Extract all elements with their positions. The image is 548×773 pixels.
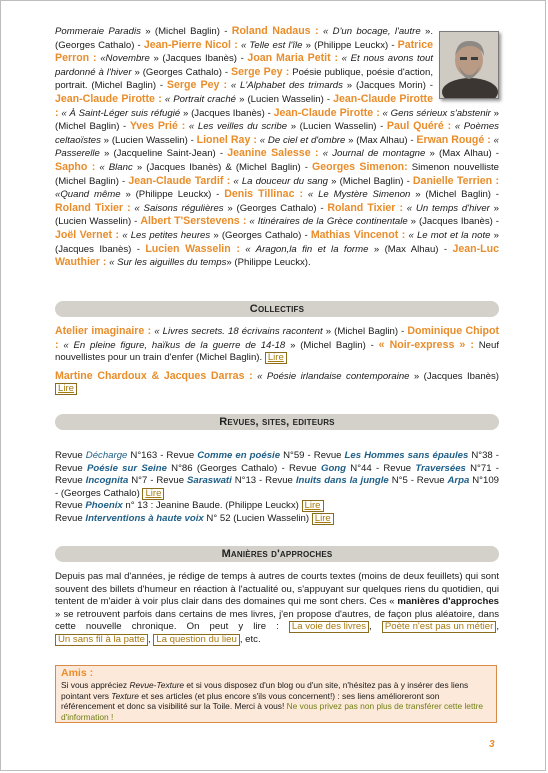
reviewer: » (Jacques Ibanès) - [407,216,499,228]
reviewer: » (Georges Cathalo) - [223,202,328,214]
revue-title: Incognita [85,475,129,487]
reviewer: » (Jacques Ibanès) - [180,107,274,119]
revue-title: Interventions à haute voix [85,512,204,524]
page-number: 3 [489,739,495,750]
reviewer: » (Philippe Leuckx) - [120,189,225,201]
emphasis: manières d'approches [397,596,499,608]
label: Revue [55,512,86,524]
title: « Et nous avons tout pardonné à l'hiver [55,53,433,78]
collective-name: Atelier imaginaire : [55,325,152,337]
title: « La douceur du sang [230,175,329,187]
reviewer: » (Philippe Leuckx). [226,257,311,269]
author-name: Erwan Rougé : [416,133,491,146]
revue-issue: N°109 - (Georges Cathalo) [55,475,500,499]
description: Neuf nouvellistes pour un train d'enfer (Michel Baglin). [55,339,500,364]
title: « Livres secrets. 18 écrivains racontent [151,326,323,337]
description: Poésie publique, poésie d'action, portrait. (Michel Baglin) - [55,66,433,92]
separator: , [147,633,154,645]
title: « L'Alphabet des trimards [227,80,343,92]
title: « Aragon,la fin et la forme [239,243,369,255]
collective-name: « Noir-express » : [378,338,474,351]
author-name: Patrice Perron : [55,38,433,65]
amis-text: et si vous disposez d'un blog ou d'un site, n'hésitez pas à y insérer des liens pointant vers [61,680,469,701]
section-header-collectifs: Collectifs [55,301,499,317]
author-name: Albert T'Serstevens : [140,215,247,228]
revue-title: Les Hommes sans épaules [344,450,469,461]
link-voie-des-livres[interactable]: La voie des livres [289,621,369,633]
revue-issue: N°163 - Revue [127,450,198,461]
reviewer: » (Jacques Morin) - [342,80,433,92]
title: « Telle est l'île [237,39,303,51]
author-name: Roland Nadaus : [231,25,319,37]
label: Revue [55,450,86,461]
amis-text: Si vous appréciez [61,680,130,691]
title: « En pleine figure, haïkus de la guerre de 14-18 [58,339,286,351]
title: « Les veilles du scribe [185,121,288,133]
title: « Saisons régulières [130,202,224,214]
reviewer: » (Max Alhau) - [425,148,499,160]
label: Revue [55,500,86,512]
reviewer: » (Michel Baglin) - [322,326,408,337]
lire-link[interactable]: Lire [265,352,287,364]
author-name: Jean-Claude Pirotte : [55,92,162,105]
reviewer: » (Jacqueline Saint-Jean) - [99,148,228,160]
reviewer: » (Michel Baglin) - [285,339,379,351]
revue-title: Comme en poésie [197,450,281,461]
ending: , etc. [239,633,261,645]
reviewer: » (Jacques Ibanès) [409,370,499,382]
reviewer: » (Georges Cathalo) - [131,66,231,78]
authors-list [55,25,499,270]
author-name: Serge Pey : [231,65,290,78]
revue-issue: N°44 - Revue [346,462,416,474]
section-header-manieres: Manières d'approches [55,546,499,562]
author-photo [439,31,499,99]
reviewer: » (Max Alhau) - [345,134,417,146]
revue-issue: N°13 - Revue [231,475,296,487]
title: « Poésie irlandaise contemporaine [252,370,410,382]
revue-title: Poésie sur Seine [86,462,167,474]
author-name: Lionel Ray : [196,133,257,146]
revue-issue: N° 52 (Lucien Wasselin) [203,512,312,524]
revue-title: Décharge [85,450,128,461]
author-name: Danielle Terrien : [412,174,499,187]
lire-link[interactable]: Lire [312,513,334,525]
title: « Itinéraires de la Grèce continentale [246,216,408,228]
amis-text: et ses articles (et plus encore s'ils vous concernent!) : ses liens amélioreront son référencement et donc sa visibilité sur la Toile. Merci à vous! [61,690,440,712]
author-name: Paul Quéré : [386,120,452,133]
link-poete-metier[interactable]: Poète n'est pas un métier [382,621,497,633]
author-name: Denis Tillinac : [224,188,304,201]
reviewer: » (Lucien Wasselin) - [100,134,197,146]
amis-italic: Revue-Texture [129,680,185,691]
reviewer: » (Jacques Ibanès) & (Michel Baglin) - [132,161,313,173]
title: « Passerelle [55,134,499,160]
paragraph: » se retrouvent parfois dans certains de mes livres, j'en propose d'autres, de façon plus aléatoire, dans cette nouvelle chronique. On peut y lire : [55,608,499,633]
reviewer: » (Michel Baglin) - [140,26,232,37]
description: Simenon nouvelliste (Michel Baglin) - [55,161,500,187]
collectifs-block [55,325,499,396]
title: « Les petites heures [119,229,211,241]
reviewer: ». (Georges Cathalo) - [55,26,434,51]
reviewer: » (Lucien Wasselin) - [236,93,334,105]
title: « À Saint-Léger suis réfugié [58,107,181,119]
collective-name: Martine Chardoux & Jacques Darras : [55,369,253,382]
amis-title: Amis : [61,667,94,679]
title: « Blanc [95,161,133,173]
reviewer: » (Jacques Ibanès) - [149,53,248,65]
author-name: Roland Tixier : [327,201,403,214]
reviewer: » (Lucien Wasselin) - [55,202,499,228]
revue-issue: N°71 - Revue [55,462,499,487]
lire-link[interactable]: Lire [302,500,324,512]
title: « De ciel et d'ombre [256,134,346,146]
title: « Un temps d'hiver [403,202,490,214]
author-name: Mathias Vincenot : [310,228,406,241]
revue-issue: N°7 - Revue [128,475,187,487]
title: Pommeraie Paradis [55,26,141,37]
revue-title: Gong [320,462,347,474]
revues-block [55,450,499,526]
revue-title: Phoenix [85,500,123,512]
separator: , [496,621,499,633]
title: « Gens sérieux s'abstenir [379,107,491,119]
author-name: Jean-Pierre Nicol : [143,38,238,51]
author-name: Georges Simenon: [312,160,408,173]
author-name: Serge Pey : [166,79,228,92]
title: « Le mot et la note [405,229,491,241]
paragraph: Depuis pas mal d'années, je rédige de temps à autres de courts textes (moins de deux feuillets) qui sont souvent des billets d'humeur en réaction à l'actualité ou, s'appuyant sur quelques riens du quotidien, qui tentent de m'aider à voir plus clair dans des domaines qui me sont chers. Ces « [55,571,499,608]
title: « D'un bocage, l'autre [318,26,421,37]
revue-title: Traversées [415,462,466,474]
amis-italic: Texture [111,690,139,701]
title: «Novembre [96,53,150,65]
author-name: Joan Maria Petit : [247,52,339,65]
collective-name: Dominique Chipot : [55,325,500,351]
author-name: Lucien Wasselin : [145,242,240,255]
lire-link[interactable]: Lire [142,488,164,500]
manieres-block [55,571,499,647]
link-question-lieu[interactable]: La question du lieu [153,634,240,646]
title: « Le Mystère Simenon [303,189,411,201]
lire-link[interactable]: Lire [55,383,77,395]
reviewer: » (Lucien Wasselin) - [287,121,387,133]
reviewer: » (Michel Baglin) - [410,189,499,201]
author-name: Jean-Claude Pirotte : [273,106,380,119]
author-name: Jean-Claude Tardif : [128,174,231,187]
author-name: Jean-Luc Wauthier : [55,242,500,269]
title: « Portrait craché [161,93,237,105]
reviewer: » (Jacques Ibanès) - [55,229,499,255]
link-sans-fil[interactable]: Un sans fil à la patte [55,634,148,646]
title: « Journal de montagne [318,148,426,160]
revue-issue: N°59 - Revue [280,450,345,461]
revue-title: Arpa [447,475,470,487]
revue-title: Saraswati [186,475,232,487]
reviewer: » (Max Alhau) - [368,243,453,255]
author-name: Jean-Claude Pirotte : [55,92,433,119]
title: «Quand même [55,189,121,201]
revue-issue: N°5 - Revue [388,475,448,487]
author-name: Jeanine Salesse : [227,147,319,160]
revue-title: Inuits dans la jungle [295,475,389,487]
revue-issue: n° 13 : Jeanine Baude. (Philippe Leuckx) [122,500,302,512]
reviewer: » (Georges Cathalo) - [210,229,311,241]
reviewer: » (Michel Baglin) - [328,175,413,187]
author-name: Roland Tixier : [55,201,131,214]
author-name: Sapho : [55,160,96,173]
title: « Sur les aiguilles du temps [106,257,227,269]
revue-issue: N°86 (Georges Cathalo) - Revue [166,462,321,474]
section-header-revues: Revues, sites, editeurs [55,414,499,430]
reviewer: » (Philippe Leuckx) - [302,39,398,51]
author-name: Joël Vernet : [55,228,120,241]
amis-box [55,665,497,723]
reviewer: » (Michel Baglin) - [55,107,499,133]
revue-issue: N°38 - Revue [55,450,499,474]
title: « Poèmes celtaoïstes [55,121,499,146]
author-name: Yves Prié : [129,120,186,133]
amis-callout: Ne vous privez pas non plus de transférer cette lettre d'information ! [61,701,484,722]
separator: , [369,621,382,633]
